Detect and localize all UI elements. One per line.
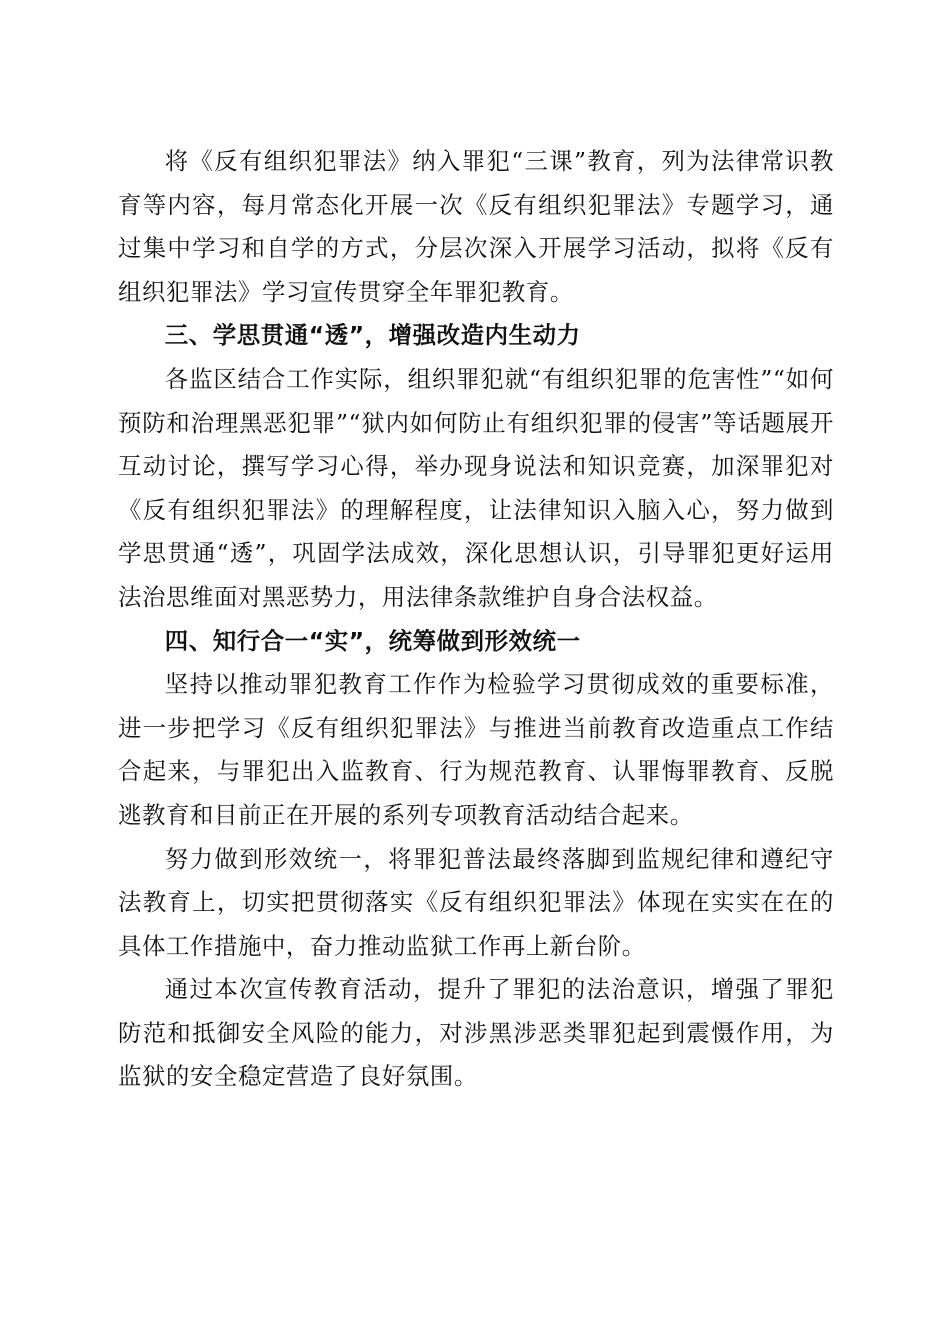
document-body xyxy=(118,140,834,1099)
section-heading-four: 四、知行合一“实”，统筹做到形效统一 xyxy=(164,626,581,655)
paragraph-conclusion: 通过本次宣传教育活动，提升了罪犯的法治意识，增强了罪犯防范和抵御安全风险的能力，对涉黑涉恶类罪犯起到震慑作用，为监狱的安全稳定营造了良好氛围。 xyxy=(118,975,834,1091)
paragraph-education-integration: 坚持以推动罪犯教育工作作为检验学习贯彻成效的重要标准，进一步把学习《反有组织犯罪法》与推进当前教育改造重点工作结合起来，与罪犯出入监教育、行为规范教育、认罪悔罪教育、反脱逃教育和目前正在开展的系列专项教育活动结合起来。 xyxy=(118,670,834,829)
paragraph-study-arrangement: 将《反有组织犯罪法》纳入罪犯“三课”教育，列为法律常识教育等内容，每月常态化开展一次《反有组织犯罪法》专题学习，通过集中学习和自学的方式，分层次深入开展学习活动，拟将《反有组织犯罪法》学习宣传贯穿全年罪犯教育。 xyxy=(118,147,834,306)
paragraph-discussion-activities: 各监区结合工作实际，组织罪犯就“有组织犯罪的危害性”“如何预防和治理黑恶犯罪”“狱内如何防止有组织犯罪的侵害”等话题展开互动讨论，撰写学习心得，举办现身说法和知识竞赛，加深罪犯对《反有组织犯罪法》的理解程度，让法律知识入脑入心，努力做到学思贯通“透”，巩固学法成效，深化思想认识，引导罪犯更好运用法治思维面对黑恶势力，用法律条款维护自身合法权益。 xyxy=(118,364,834,611)
paragraph-unified-effect: 努力做到形效统一，将罪犯普法最终落脚到监规纪律和遵纪守法教育上，切实把贯彻落实《反有组织犯罪法》体现在实实在在的具体工作措施中，奋力推动监狱工作再上新台阶。 xyxy=(118,844,834,960)
section-heading-three: 三、学思贯通“透”，增强改造内生动力 xyxy=(164,321,581,350)
